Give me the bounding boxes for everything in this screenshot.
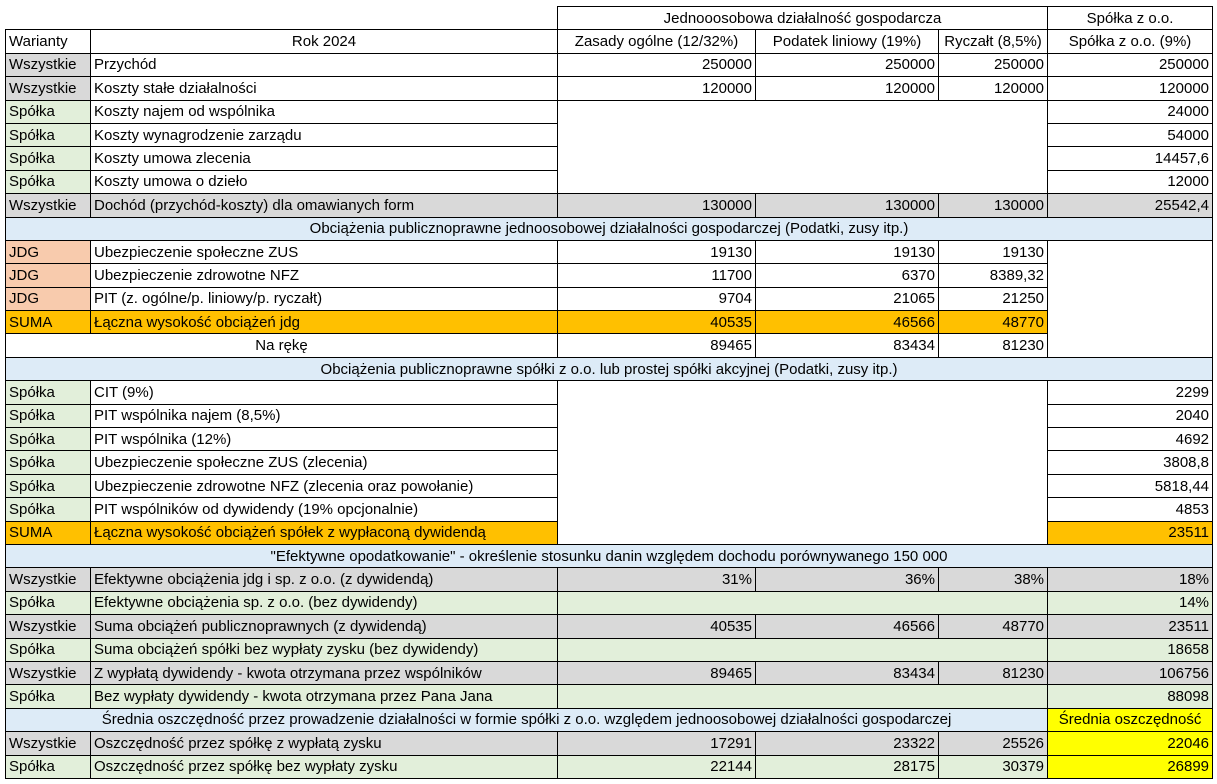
table-row — [6, 381, 1213, 404]
empty-jdg-cell — [558, 638, 1048, 661]
tax-comparison-table — [5, 6, 1213, 779]
label-cell: Łączna wysokość obciążeń spółek z wypłaconą dywidendą — [91, 521, 558, 544]
label-cell: Suma obciążeń spółki bez wypłaty zysku (bez dywidendy) — [91, 638, 558, 661]
effective-section-title: "Efektywne opodatkowanie" - określenie stosunku danin względem dochodu porównywanego 150 000 — [6, 544, 1213, 567]
label-cell: Z wypłatą dywidendy - kwota otrzymana przez wspólników — [91, 661, 558, 684]
header-ryczalt: Ryczałt (8,5%) — [939, 30, 1048, 53]
value-zasady: 89465 — [558, 661, 756, 684]
table-row — [6, 755, 1213, 778]
spolka-group-header: Spółka z o.o. — [1048, 7, 1213, 30]
value-spolka: 54000 — [1048, 123, 1213, 146]
value-spolka: 5818,44 — [1048, 474, 1213, 497]
label-cell: Koszty umowa zlecenia — [91, 147, 558, 170]
variant-cell: Spółka — [6, 170, 91, 193]
label-cell: Efektywne obciążenia sp. z o.o. (bez dywidendy) — [91, 591, 558, 614]
label-cell: Ubezpieczenie społeczne ZUS (zlecenia) — [91, 451, 558, 474]
value-liniowy: 21065 — [756, 287, 939, 310]
table-row — [6, 53, 1213, 76]
value-spolka: 4692 — [1048, 428, 1213, 451]
table-row — [6, 264, 1213, 287]
empty-corner-cell — [6, 7, 558, 30]
value-spolka: 3808,8 — [1048, 451, 1213, 474]
header-liniowy: Podatek liniowy (19%) — [756, 30, 939, 53]
variant-cell: Wszystkie — [6, 732, 91, 755]
empty-jdg-block — [558, 381, 1048, 545]
label-cell: CIT (9%) — [91, 381, 558, 404]
variant-cell: Spółka — [6, 123, 91, 146]
label-cell: Ubezpieczenie zdrowotne NFZ — [91, 264, 558, 287]
value-ryczalt: 48770 — [939, 615, 1048, 638]
value-zasady: 40535 — [558, 615, 756, 638]
value-spolka: 2040 — [1048, 404, 1213, 427]
variant-cell: Spółka — [6, 591, 91, 614]
net-label: Na rękę — [6, 334, 558, 357]
table-row — [6, 732, 1213, 755]
value-zasady: 19130 — [558, 240, 756, 263]
label-cell: Dochód (przychód-koszty) dla omawianych form — [91, 194, 558, 217]
variant-cell: SUMA — [6, 311, 91, 334]
table-body — [6, 7, 1213, 779]
label-cell: PIT wspólników od dywidendy (19% opcjonalnie) — [91, 498, 558, 521]
value-ryczalt: 25526 — [939, 732, 1048, 755]
section-header-row — [6, 544, 1213, 567]
label-cell: Łączna wysokość obciążeń jdg — [91, 311, 558, 334]
value-ryczalt: 48770 — [939, 311, 1048, 334]
variant-cell: Wszystkie — [6, 194, 91, 217]
value-zasady: 250000 — [558, 53, 756, 76]
label-cell: Ubezpieczenie zdrowotne NFZ (zlecenia oraz powołanie) — [91, 474, 558, 497]
column-header-row — [6, 30, 1213, 53]
table-row — [6, 194, 1213, 217]
label-cell: Bez wypłaty dywidendy - kwota otrzymana przez Pana Jana — [91, 685, 558, 708]
table-row — [6, 240, 1213, 263]
variant-cell: Spółka — [6, 498, 91, 521]
label-cell: PIT wspólnika (12%) — [91, 428, 558, 451]
value-spolka: 25542,4 — [1048, 194, 1213, 217]
variant-cell: JDG — [6, 264, 91, 287]
label-cell: Koszty stałe działalności — [91, 77, 558, 100]
value-spolka: 250000 — [1048, 53, 1213, 76]
section-header-row — [6, 708, 1213, 731]
jdg-section-title: Obciążenia publicznoprawne jednoosobowej działalności gospodarczej (Podatki, zusy itp.) — [6, 217, 1213, 240]
value-zasady: 130000 — [558, 194, 756, 217]
value-spolka: 22046 — [1048, 732, 1213, 755]
value-zasady: 120000 — [558, 77, 756, 100]
header-year: Rok 2024 — [91, 30, 558, 53]
variant-cell: Spółka — [6, 638, 91, 661]
value-liniowy: 46566 — [756, 615, 939, 638]
label-cell: PIT (z. ogólne/p. liniowy/p. ryczałt) — [91, 287, 558, 310]
variant-cell: Spółka — [6, 685, 91, 708]
table-row — [6, 287, 1213, 310]
variant-cell: Spółka — [6, 381, 91, 404]
value-zasady: 89465 — [558, 334, 756, 357]
value-liniowy: 6370 — [756, 264, 939, 287]
variant-cell: Spółka — [6, 474, 91, 497]
value-liniowy: 23322 — [756, 732, 939, 755]
label-cell: Oszczędność przez spółkę z wypłatą zysku — [91, 732, 558, 755]
value-spolka: 18658 — [1048, 638, 1213, 661]
variant-cell: Spółka — [6, 404, 91, 427]
value-liniowy: 130000 — [756, 194, 939, 217]
variant-cell: Wszystkie — [6, 77, 91, 100]
value-spolka: 2299 — [1048, 381, 1213, 404]
value-ryczalt: 21250 — [939, 287, 1048, 310]
label-cell: Oszczędność przez spółkę bez wypłaty zysku — [91, 755, 558, 778]
variant-cell: Spółka — [6, 100, 91, 123]
variant-cell: Spółka — [6, 147, 91, 170]
value-spolka: 12000 — [1048, 170, 1213, 193]
table-row — [6, 77, 1213, 100]
savings-section-title: Średnia oszczędność przez prowadzenie działalności w formie spółki z o.o. względem jednoosobowej działalności gospodarczej — [6, 708, 1048, 731]
net-row — [6, 334, 1213, 357]
value-liniowy: 46566 — [756, 311, 939, 334]
variant-cell: Spółka — [6, 755, 91, 778]
section-header-row — [6, 217, 1213, 240]
variant-cell: JDG — [6, 287, 91, 310]
value-liniowy: 83434 — [756, 661, 939, 684]
value-liniowy: 19130 — [756, 240, 939, 263]
empty-jdg-cost-block — [558, 100, 1048, 194]
value-spolka: 26899 — [1048, 755, 1213, 778]
table-row — [6, 100, 1213, 123]
sum-row — [6, 311, 1213, 334]
variant-cell: Wszystkie — [6, 661, 91, 684]
value-ryczalt: 120000 — [939, 77, 1048, 100]
value-spolka: 14457,6 — [1048, 147, 1213, 170]
value-ryczalt: 250000 — [939, 53, 1048, 76]
value-liniowy: 250000 — [756, 53, 939, 76]
value-ryczalt: 130000 — [939, 194, 1048, 217]
value-spolka: 120000 — [1048, 77, 1213, 100]
value-spolka: 4853 — [1048, 498, 1213, 521]
table-row — [6, 661, 1213, 684]
value-spolka: 88098 — [1048, 685, 1213, 708]
value-liniowy: 83434 — [756, 334, 939, 357]
label-cell: Koszty najem od wspólnika — [91, 100, 558, 123]
value-spolka: 23511 — [1048, 615, 1213, 638]
value-zasady: 17291 — [558, 732, 756, 755]
value-liniowy: 120000 — [756, 77, 939, 100]
value-liniowy: 28175 — [756, 755, 939, 778]
label-cell: Koszty wynagrodzenie zarządu — [91, 123, 558, 146]
header-zasady: Zasady ogólne (12/32%) — [558, 30, 756, 53]
table-row — [6, 615, 1213, 638]
jdg-group-header: Jednooosobowa działalność gospodarcza — [558, 7, 1048, 30]
empty-jdg-cell — [558, 591, 1048, 614]
group-header-row — [6, 7, 1213, 30]
value-ryczalt: 8389,32 — [939, 264, 1048, 287]
table-row — [6, 591, 1213, 614]
value-liniowy: 36% — [756, 568, 939, 591]
value-ryczalt: 81230 — [939, 334, 1048, 357]
savings-spolka-header: Średnia oszczędność — [1048, 708, 1213, 731]
header-variant: Warianty — [6, 30, 91, 53]
value-spolka: 14% — [1048, 591, 1213, 614]
value-zasady: 31% — [558, 568, 756, 591]
variant-cell: Wszystkie — [6, 568, 91, 591]
value-ryczalt: 30379 — [939, 755, 1048, 778]
table-row — [6, 685, 1213, 708]
value-ryczalt: 19130 — [939, 240, 1048, 263]
variant-cell: Spółka — [6, 451, 91, 474]
label-cell: Efektywne obciążenia jdg i sp. z o.o. (z dywidendą) — [91, 568, 558, 591]
value-zasady: 40535 — [558, 311, 756, 334]
variant-cell: SUMA — [6, 521, 91, 544]
empty-spolka-block — [1048, 240, 1213, 357]
value-ryczalt: 81230 — [939, 661, 1048, 684]
label-cell: Ubezpieczenie społeczne ZUS — [91, 240, 558, 263]
label-cell: Koszty umowa o dzieło — [91, 170, 558, 193]
value-spolka: 24000 — [1048, 100, 1213, 123]
section-header-row — [6, 357, 1213, 380]
variant-cell: Spółka — [6, 428, 91, 451]
label-cell: Przychód — [91, 53, 558, 76]
variant-cell: JDG — [6, 240, 91, 263]
value-zasady: 11700 — [558, 264, 756, 287]
label-cell: PIT wspólnika najem (8,5%) — [91, 404, 558, 427]
variant-cell: Wszystkie — [6, 615, 91, 638]
header-spolka: Spółka z o.o. (9%) — [1048, 30, 1213, 53]
value-zasady: 22144 — [558, 755, 756, 778]
table-row — [6, 568, 1213, 591]
value-spolka: 18% — [1048, 568, 1213, 591]
label-cell: Suma obciążeń publicznoprawnych (z dywidendą) — [91, 615, 558, 638]
value-zasady: 9704 — [558, 287, 756, 310]
table-row — [6, 638, 1213, 661]
value-spolka: 106756 — [1048, 661, 1213, 684]
empty-jdg-cell — [558, 685, 1048, 708]
variant-cell: Wszystkie — [6, 53, 91, 76]
spolka-section-title: Obciążenia publicznoprawne spółki z o.o. lub prostej spółki akcyjnej (Podatki, zusy itp.) — [6, 357, 1213, 380]
value-spolka: 23511 — [1048, 521, 1213, 544]
value-ryczalt: 38% — [939, 568, 1048, 591]
